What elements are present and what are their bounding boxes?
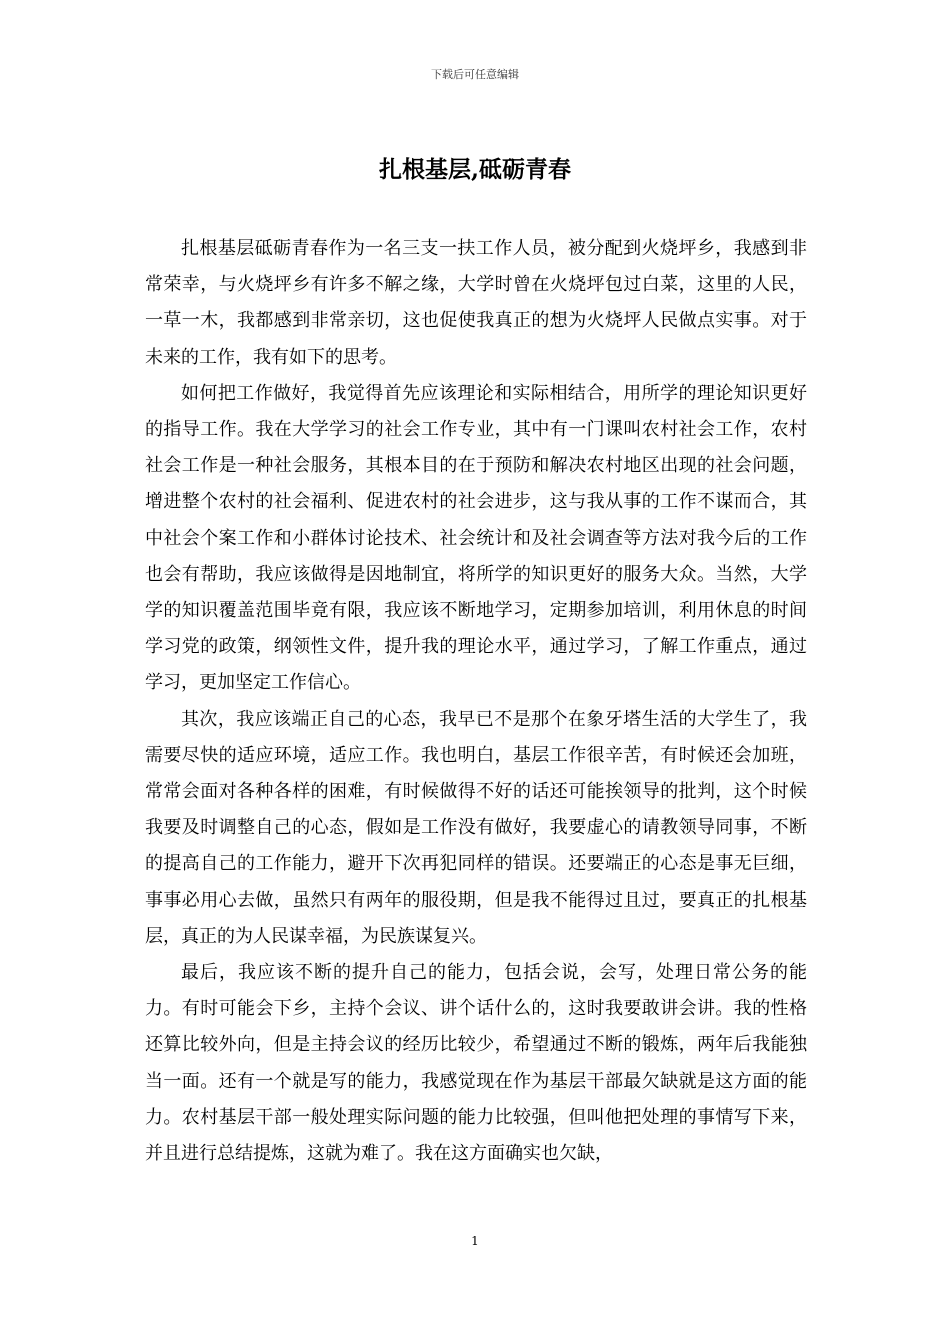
page-number: 1 [471,1234,479,1248]
paragraph-mindset: 其次，我应该端正自己的心态，我早已不是那个在象牙塔生活的大学生了，我需要尽快的适应环境，适应工作。我也明白，基层工作很辛苦，有时候还会加班，常常会面对各种各样的困难，有时候做得不好的话还可能挨领导的批判，这个时候我要及时调整自己的心态，假如是工作没有做好，我要虚心的请教领导同事，不断的提高自己的工作能力，避开下次再犯同样的错误。还要端正的心态是事无巨细，事事必用心去做，虽然只有两年的服役期，但是我不能得过且过，要真正的扎根基层，真正的为人民谋幸福，为民族谋复兴。 [145,708,807,947]
header-note: 下载后可任意编辑 [431,68,519,81]
paragraph-intro: 扎根基层砥砺青春作为一名三支一扶工作人员，被分配到火烧坪乡，我感到非常荣幸，与火烧坪乡有许多不解之缘，大学时曾在火烧坪包过白菜，这里的人民，一草一木，我都感到非常亲切，这也促使我真正的想为火烧坪人民做点实事。对于未来的工作，我有如下的思考。 [145,238,807,368]
paragraph-abilities: 最后，我应该不断的提升自己的能力，包括会说，会写，处理日常公务的能力。有时可能会下乡，主持个会议、讲个话什么的，这时我要敢讲会讲。我的性格还算比较外向，但是主持会议的经历比较少，希望通过不断的锻炼，两年后我能独当一面。还有一个就是写的能力，我感觉现在作为基层干部最欠缺就是这方面的能力。农村基层干部一般处理实际问题的能力比较强，但叫他把处理的事情写下来，并且进行总结提炼，这就为难了。我在这方面确实也欠缺， [145,962,807,1165]
document-title: 扎根基层,砥砺青春 [378,156,571,183]
paragraph-theory-practice: 如何把工作做好，我觉得首先应该理论和实际相结合，用所学的理论知识更好的指导工作。我在大学学习的社会工作专业，其中有一门课叫农村社会工作，农村社会工作是一种社会服务，其根本目的在于预防和解决农村地区出现的社会问题，增进整个农村的社会福利、促进农村的社会进步，这与我从事的工作不谋而合，其中社会个案工作和小群体讨论技术、社会统计和及社会调查等方法对我今后的工作也会有帮助，我应该做得是因地制宜，将所学的知识更好的服务大众。当然，大学学的知识覆盖范围毕竟有限，我应该不断地学习，定期参加培训，利用休息的时间学习党的政策，纲领性文件，提升我的理论水平，通过学习，了解工作重点，通过学习，更加坚定工作信心。 [145,382,807,694]
document-body [145,231,807,1172]
